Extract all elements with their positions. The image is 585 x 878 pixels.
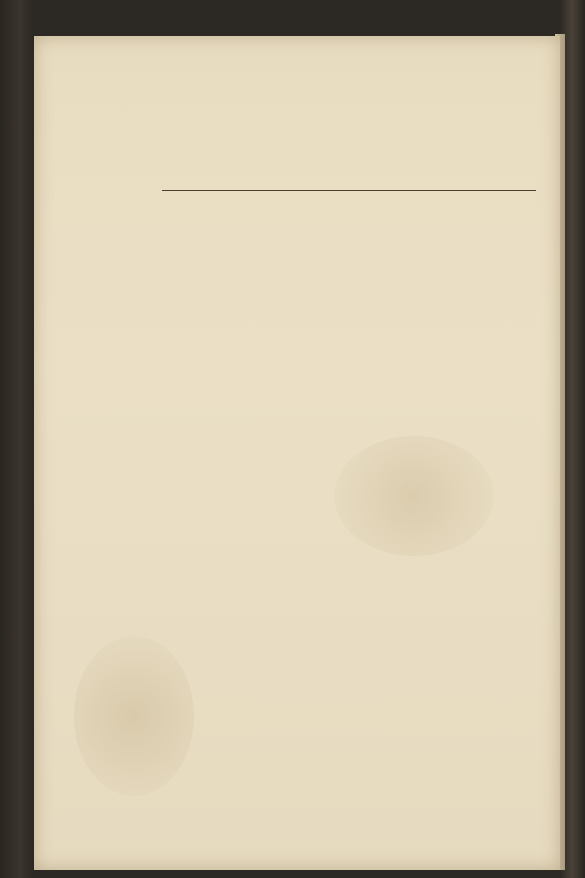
book-page — [34, 36, 560, 870]
paper-stain — [334, 436, 494, 556]
paper-stain — [74, 636, 194, 796]
divider-rule — [162, 190, 536, 191]
